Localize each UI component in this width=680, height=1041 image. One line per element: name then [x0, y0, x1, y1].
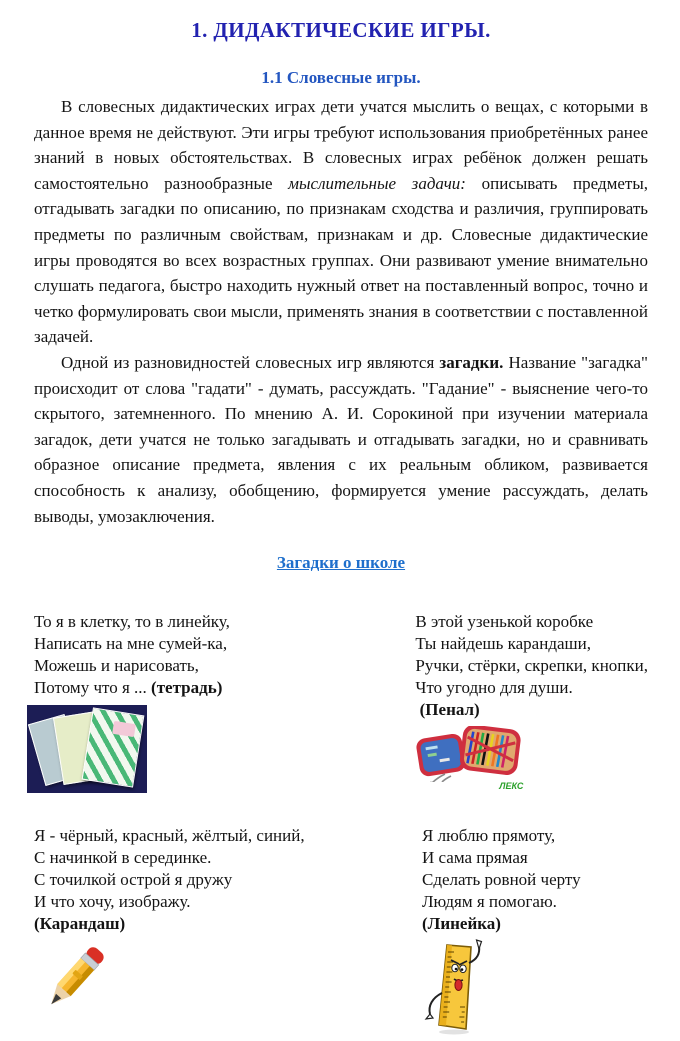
riddle-line	[415, 699, 648, 721]
text-segment: И сама прямая	[422, 848, 528, 867]
page-title: 1. ДИДАКТИЧЕСКИЕ ИГРЫ.	[34, 18, 648, 43]
riddle-line	[415, 655, 648, 677]
riddle-line	[415, 677, 648, 699]
text-segment: С точилкой острой я дружу	[34, 870, 232, 889]
text-segment: Можешь и нарисовать,	[34, 656, 199, 675]
pencil-case-image	[415, 726, 527, 791]
riddle-line	[34, 847, 422, 869]
riddle-line	[34, 825, 422, 847]
paragraph-word-games	[34, 94, 648, 350]
text-segment: загадки.	[439, 353, 503, 372]
riddle-line	[34, 891, 422, 913]
text-segment: (тетрадь)	[151, 678, 222, 697]
paragraph-zagadki	[34, 350, 648, 529]
text-segment: В этой узенькой коробке	[415, 612, 593, 631]
notebook-striped	[82, 707, 145, 787]
riddle-column-pencil	[34, 825, 422, 1041]
text-segment: (Карандаш)	[34, 914, 125, 933]
riddle-line	[34, 633, 415, 655]
text-segment: Людям я помогаю.	[422, 892, 557, 911]
riddle-line	[422, 891, 648, 913]
school-riddles-link[interactable]: Загадки о школе	[277, 553, 405, 572]
text-segment: мыслительные задачи:	[288, 174, 466, 193]
pencil-case-brand-text: ЛЕКС	[415, 782, 527, 791]
riddle-line	[34, 611, 415, 633]
text-segment: И что хочу, изображу.	[34, 892, 191, 911]
riddle-line	[422, 913, 648, 935]
text-segment: описывать предметы, отгадывать загадки по описанию, по признакам сходства и различия, группировать предметы по различным свойствам, признакам и др. Словесные дидактические игры проводятся во всех возрастных группах. Они развивают умение внимательно слушать педагога, быстро находить нужный ответ на поставленный вопрос, точно и четко формулировать свои мысли, применять знания в соответствии с поставленной задачей.	[34, 174, 648, 347]
text-segment: Я люблю прямоту,	[422, 826, 555, 845]
text-segment: С начинкой в серединке.	[34, 848, 211, 867]
text-segment: Потому что я ...	[34, 678, 151, 697]
riddle-row-2	[34, 825, 648, 1041]
section-subtitle: 1.1 Словесные игры.	[34, 68, 648, 88]
riddle-line	[422, 825, 648, 847]
notebooks-photo	[27, 705, 147, 793]
riddle-ruler	[422, 825, 648, 935]
pencil-case-icon	[415, 726, 523, 782]
notebook-label	[112, 721, 136, 737]
riddle-line	[34, 655, 415, 677]
riddle-notebook	[34, 611, 415, 699]
ruler-image	[418, 937, 508, 1041]
riddles-link-wrap	[34, 553, 648, 573]
text-segment: Ручки, стёрки, скрепки, кнопки,	[415, 656, 648, 675]
riddle-line	[415, 611, 648, 633]
text-segment: Написать на мне сумей-ка,	[34, 634, 227, 653]
text-segment: (Линейка)	[422, 914, 501, 933]
text-segment: Одной из разновидностей словесных игр являются	[61, 353, 439, 372]
text-segment: Я - чёрный, красный, жёлтый, синий,	[34, 826, 305, 845]
text-segment: То я в клетку, то в линейку,	[34, 612, 230, 631]
text-segment: Название "загадка" происходит от слова "гадати" - думать, рассуждать. "Гадание" - выяснение чего-то скрытого, затемненного. По мнению А. И. Сорокиной при изучении материала загадок, дети учатся не только загадывать и отгадывать загадки, но и сравнивать образное описание предмета, явления с их реальным обликом, развивается способность к анализу, обобщению, формируется умение рассуждать, делать выводы, умозаключения.	[34, 353, 648, 526]
text-segment: Сделать ровной черту	[422, 870, 581, 889]
pencil-image	[28, 939, 123, 1025]
text-segment: (Пенал)	[415, 700, 479, 719]
riddle-pencil	[34, 825, 422, 935]
text-segment: Что угодно для души.	[415, 678, 572, 697]
riddle-line	[415, 633, 648, 655]
riddle-row-1	[34, 611, 648, 793]
text-segment: В словесных дидактических играх дети учатся мыслить о вещах, с которыми в данное время не действуют. Эти игры требуют использования приобретённых ранее знаний в новых обстоятельствах. В словесных играх ребёнок должен решать самостоятельно разнообразные	[34, 97, 648, 193]
text-segment: Ты найдешь карандаши,	[415, 634, 591, 653]
riddle-column-notebook	[34, 611, 415, 793]
riddle-line	[422, 847, 648, 869]
riddle-pencilcase	[415, 611, 648, 721]
riddle-line	[422, 869, 648, 891]
riddle-line	[34, 677, 415, 699]
riddle-line	[34, 869, 422, 891]
riddle-column-ruler	[422, 825, 648, 1041]
riddle-column-pencilcase	[415, 611, 648, 793]
riddle-line	[34, 913, 422, 935]
